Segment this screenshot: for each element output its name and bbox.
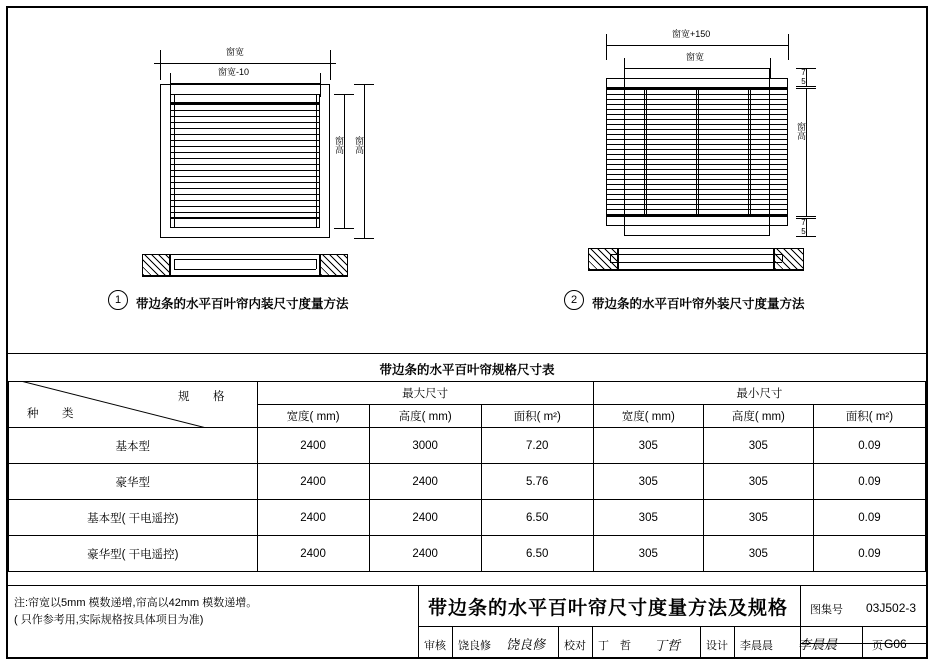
cell-min-area: 0.09 — [813, 428, 925, 464]
cell-max-area: 7.20 — [481, 428, 593, 464]
detail1-dim-top-outer: 窗宽 — [226, 47, 245, 57]
cell-max-height: 3000 — [369, 428, 481, 464]
detail1-caption: 带边条的水平百叶帘内装尺寸度量方法 — [136, 297, 349, 311]
col-min-width: 宽度( mm) — [593, 405, 703, 428]
cell-max-area: 6.50 — [481, 536, 593, 572]
check-name: 丁 哲 — [598, 640, 631, 652]
section-divider — [8, 353, 926, 354]
detail1-dim-right-inner: 窗高 — [334, 136, 344, 154]
review-signature: 饶良修 — [506, 637, 546, 652]
detail2-dim-top-outer: 窗宽+150 — [672, 29, 711, 39]
detail2-dim-top-inner: 窗宽 — [686, 52, 705, 62]
cell-min-width: 305 — [593, 536, 703, 572]
table-row — [9, 500, 926, 536]
cell-max-width: 2400 — [257, 536, 369, 572]
cell-min-area: 0.09 — [813, 500, 925, 536]
detail2-dim-right-bottom: 75 — [799, 218, 808, 236]
footer-note-line1: 注:帘宽以5mm 模数递增,帘高以42mm 模数递增。 — [14, 597, 258, 609]
detail-1 — [148, 28, 378, 293]
atlas-label: 图集号 — [810, 604, 843, 616]
table-header-row-1 — [9, 382, 926, 405]
page-label: 页 — [872, 640, 883, 652]
cell-min-height: 305 — [703, 428, 813, 464]
table-row — [9, 464, 926, 500]
footer-divider — [8, 585, 926, 586]
cell-max-width: 2400 — [257, 500, 369, 536]
cell-max-height: 2400 — [369, 464, 481, 500]
cell-max-height: 2400 — [369, 500, 481, 536]
detail2-section-right — [774, 248, 804, 270]
design-signature: 李晨晨 — [798, 637, 838, 652]
cell-max-height: 2400 — [369, 536, 481, 572]
detail2-caption: 带边条的水平百叶帘外装尺寸度量方法 — [592, 297, 805, 311]
detail1-bubble: 1 — [108, 290, 128, 310]
col-min-area: 面积( m²) — [813, 405, 925, 428]
cell-min-height: 305 — [703, 464, 813, 500]
corner-col-label: 规 格 — [178, 391, 231, 403]
drawings-area — [8, 8, 926, 353]
detail2-window-outline — [624, 68, 770, 236]
row-type: 基本型 — [9, 428, 258, 464]
check-label: 校对 — [564, 640, 586, 652]
cell-min-width: 305 — [593, 428, 703, 464]
review-name: 饶良修 — [458, 640, 491, 652]
design-name: 李晨晨 — [740, 640, 773, 652]
cell-min-width: 305 — [593, 464, 703, 500]
footer-note-line2: ( 只作参考用,实际规格按具体项目为准) — [14, 614, 204, 626]
detail1-dim-right-outer: 窗高 — [354, 136, 364, 154]
corner-row-label: 种 类 — [27, 408, 80, 420]
detail1-dim-top-inner: 窗宽-10 — [218, 67, 250, 77]
detail1-section-middle — [170, 254, 320, 276]
detail1-section-right — [320, 254, 348, 276]
detail2-dim-right-mid: 窗高 — [796, 122, 806, 140]
detail1-window-outline — [160, 84, 330, 238]
row-type: 豪华型( 干电遥控) — [9, 536, 258, 572]
atlas-number: 03J502-3 — [866, 601, 917, 615]
table-corner-cell — [9, 382, 258, 428]
col-max-height: 高度( mm) — [369, 405, 481, 428]
cell-max-area: 6.50 — [481, 500, 593, 536]
group-min-header: 最小尺寸 — [593, 382, 925, 405]
cell-max-area: 5.76 — [481, 464, 593, 500]
review-label: 审核 — [424, 640, 446, 652]
page-number: G06 — [884, 637, 907, 651]
group-max-header: 最大尺寸 — [257, 382, 593, 405]
detail2-section-middle — [618, 248, 774, 270]
cell-min-area: 0.09 — [813, 464, 925, 500]
cell-min-area: 0.09 — [813, 536, 925, 572]
detail1-section-left — [142, 254, 170, 276]
cell-min-height: 305 — [703, 536, 813, 572]
detail2-bubble: 2 — [564, 290, 584, 310]
design-label: 设计 — [706, 640, 728, 652]
spec-table — [8, 381, 926, 572]
detail-2 — [588, 16, 828, 291]
col-min-height: 高度( mm) — [703, 405, 813, 428]
cell-min-width: 305 — [593, 500, 703, 536]
col-max-width: 宽度( mm) — [257, 405, 369, 428]
row-type: 豪华型 — [9, 464, 258, 500]
cell-min-height: 305 — [703, 500, 813, 536]
cell-max-width: 2400 — [257, 464, 369, 500]
footer-title: 带边条的水平百叶帘尺寸度量方法及规格 — [427, 598, 788, 619]
table-title: 带边条的水平百叶帘规格尺寸表 — [379, 363, 555, 377]
footer-note — [14, 595, 414, 629]
col-max-area: 面积( m²) — [481, 405, 593, 428]
cell-max-width: 2400 — [257, 428, 369, 464]
detail2-section-left — [588, 248, 618, 270]
check-signature: 丁哲 — [654, 638, 681, 653]
table-row — [9, 428, 926, 464]
row-type: 基本型( 干电遥控) — [9, 500, 258, 536]
detail2-dim-right-top: 75 — [799, 68, 808, 86]
table-row — [9, 536, 926, 572]
